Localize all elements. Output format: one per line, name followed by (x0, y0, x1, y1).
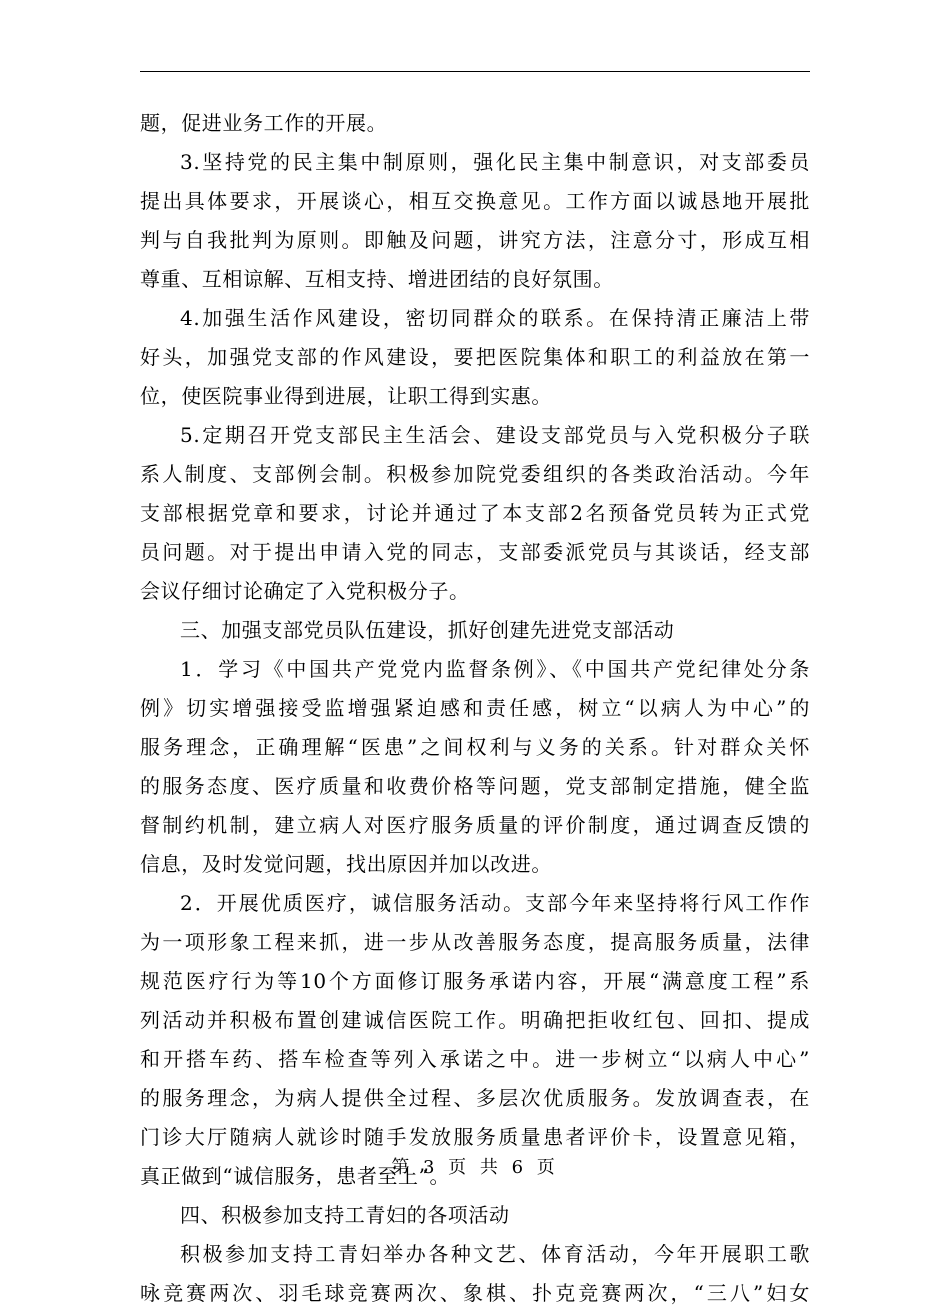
text-line: 尊重、互相谅解、互相支持、增进团结的良好氛围。 (140, 267, 614, 291)
text-line: 咏竞赛两次、羽毛球竞赛两次、象棋、扑克竞赛两次，“三八”妇女 (140, 1281, 810, 1305)
text-line: 系人制度、支部例会制。积极参加院党委组织的各类政治活动。今年 (140, 462, 810, 486)
text-line: 服务理念，正确理解“医患”之间权利与义务的关系。针对群众关怀 (140, 735, 810, 759)
text-line: 好头，加强党支部的作风建设，要把医院集体和职工的利益放在第一 (140, 345, 810, 369)
text-line: 的服务态度、医疗质量和收费价格等问题，党支部制定措施，健全监 (140, 774, 810, 798)
section-heading: 四、积极参加支持工青妇的各项活动 (180, 1203, 510, 1227)
text-line: 1．学习《中国共产党党内监督条例》、《中国共产党纪律处分条 (180, 657, 810, 681)
text-line: 的服务理念，为病人提供全过程、多层次优质服务。发放调查表，在 (140, 1086, 810, 1110)
text-line: 提出具体要求，开展谈心，相互交换意见。工作方面以诚恳地开展批 (140, 189, 810, 213)
text-line: 4.加强生活作风建设，密切同群众的联系。在保持清正廉洁上带 (180, 306, 810, 330)
text-line: 2．开展优质医疗，诚信服务活动。支部今年来坚持将行风工作作 (180, 891, 810, 915)
text-line: 员问题。对于提出申请入党的同志，支部委派党员与其谈话，经支部 (140, 540, 810, 564)
text-line: 门诊大厅随病人就诊时随手发放服务质量患者评价卡，设置意见箱， (140, 1125, 810, 1149)
text-line: 会议仔细讨论确定了入党积极分子。 (140, 579, 470, 603)
text-line: 真正做到“诚信服务，患者至上”。 (140, 1164, 451, 1188)
page-number-footer: 第 3 页 共 6 页 (391, 1157, 559, 1178)
text-line: 判与自我批判为原则。即触及问题，讲究方法，注意分寸，形成互相 (140, 228, 810, 252)
text-line: 督制约机制，建立病人对医疗服务质量的评价制度，通过调查反馈的 (140, 813, 810, 837)
text-line: 3.坚持党的民主集中制原则，强化民主集中制意识，对支部委员 (180, 150, 810, 174)
header-rule (140, 71, 810, 72)
text-line: 题，促进业务工作的开展。 (140, 111, 388, 135)
text-line: 和开搭车药、搭车检查等列入承诺之中。进一步树立“以病人中心” (140, 1047, 810, 1071)
text-line: 5.定期召开党支部民主生活会、建设支部党员与入党积极分子联 (180, 423, 810, 447)
section-heading: 三、加强支部党员队伍建设，抓好创建先进党支部活动 (180, 618, 675, 642)
text-line: 规范医疗行为等10个方面修订服务承诺内容，开展“满意度工程”系 (140, 969, 810, 993)
text-line: 为一项形象工程来抓，进一步从改善服务态度，提高服务质量，法律 (140, 930, 810, 954)
text-line: 位，使医院事业得到进展，让职工得到实惠。 (140, 384, 552, 408)
document-body (140, 104, 810, 1313)
text-line: 积极参加支持工青妇举办各种文艺、体育活动，今年开展职工歌 (180, 1242, 810, 1266)
text-line: 例》切实增强接受监增强紧迫感和责任感，树立“以病人为中心”的 (140, 696, 810, 720)
text-line: 支部根据党章和要求，讨论并通过了本支部2名预备党员转为正式党 (140, 501, 810, 525)
text-line: 列活动并积极布置创建诚信医院工作。明确把拒收红包、回扣、提成 (140, 1008, 810, 1032)
text-line: 信息，及时发觉问题，找出原因并加以改进。 (140, 852, 552, 876)
